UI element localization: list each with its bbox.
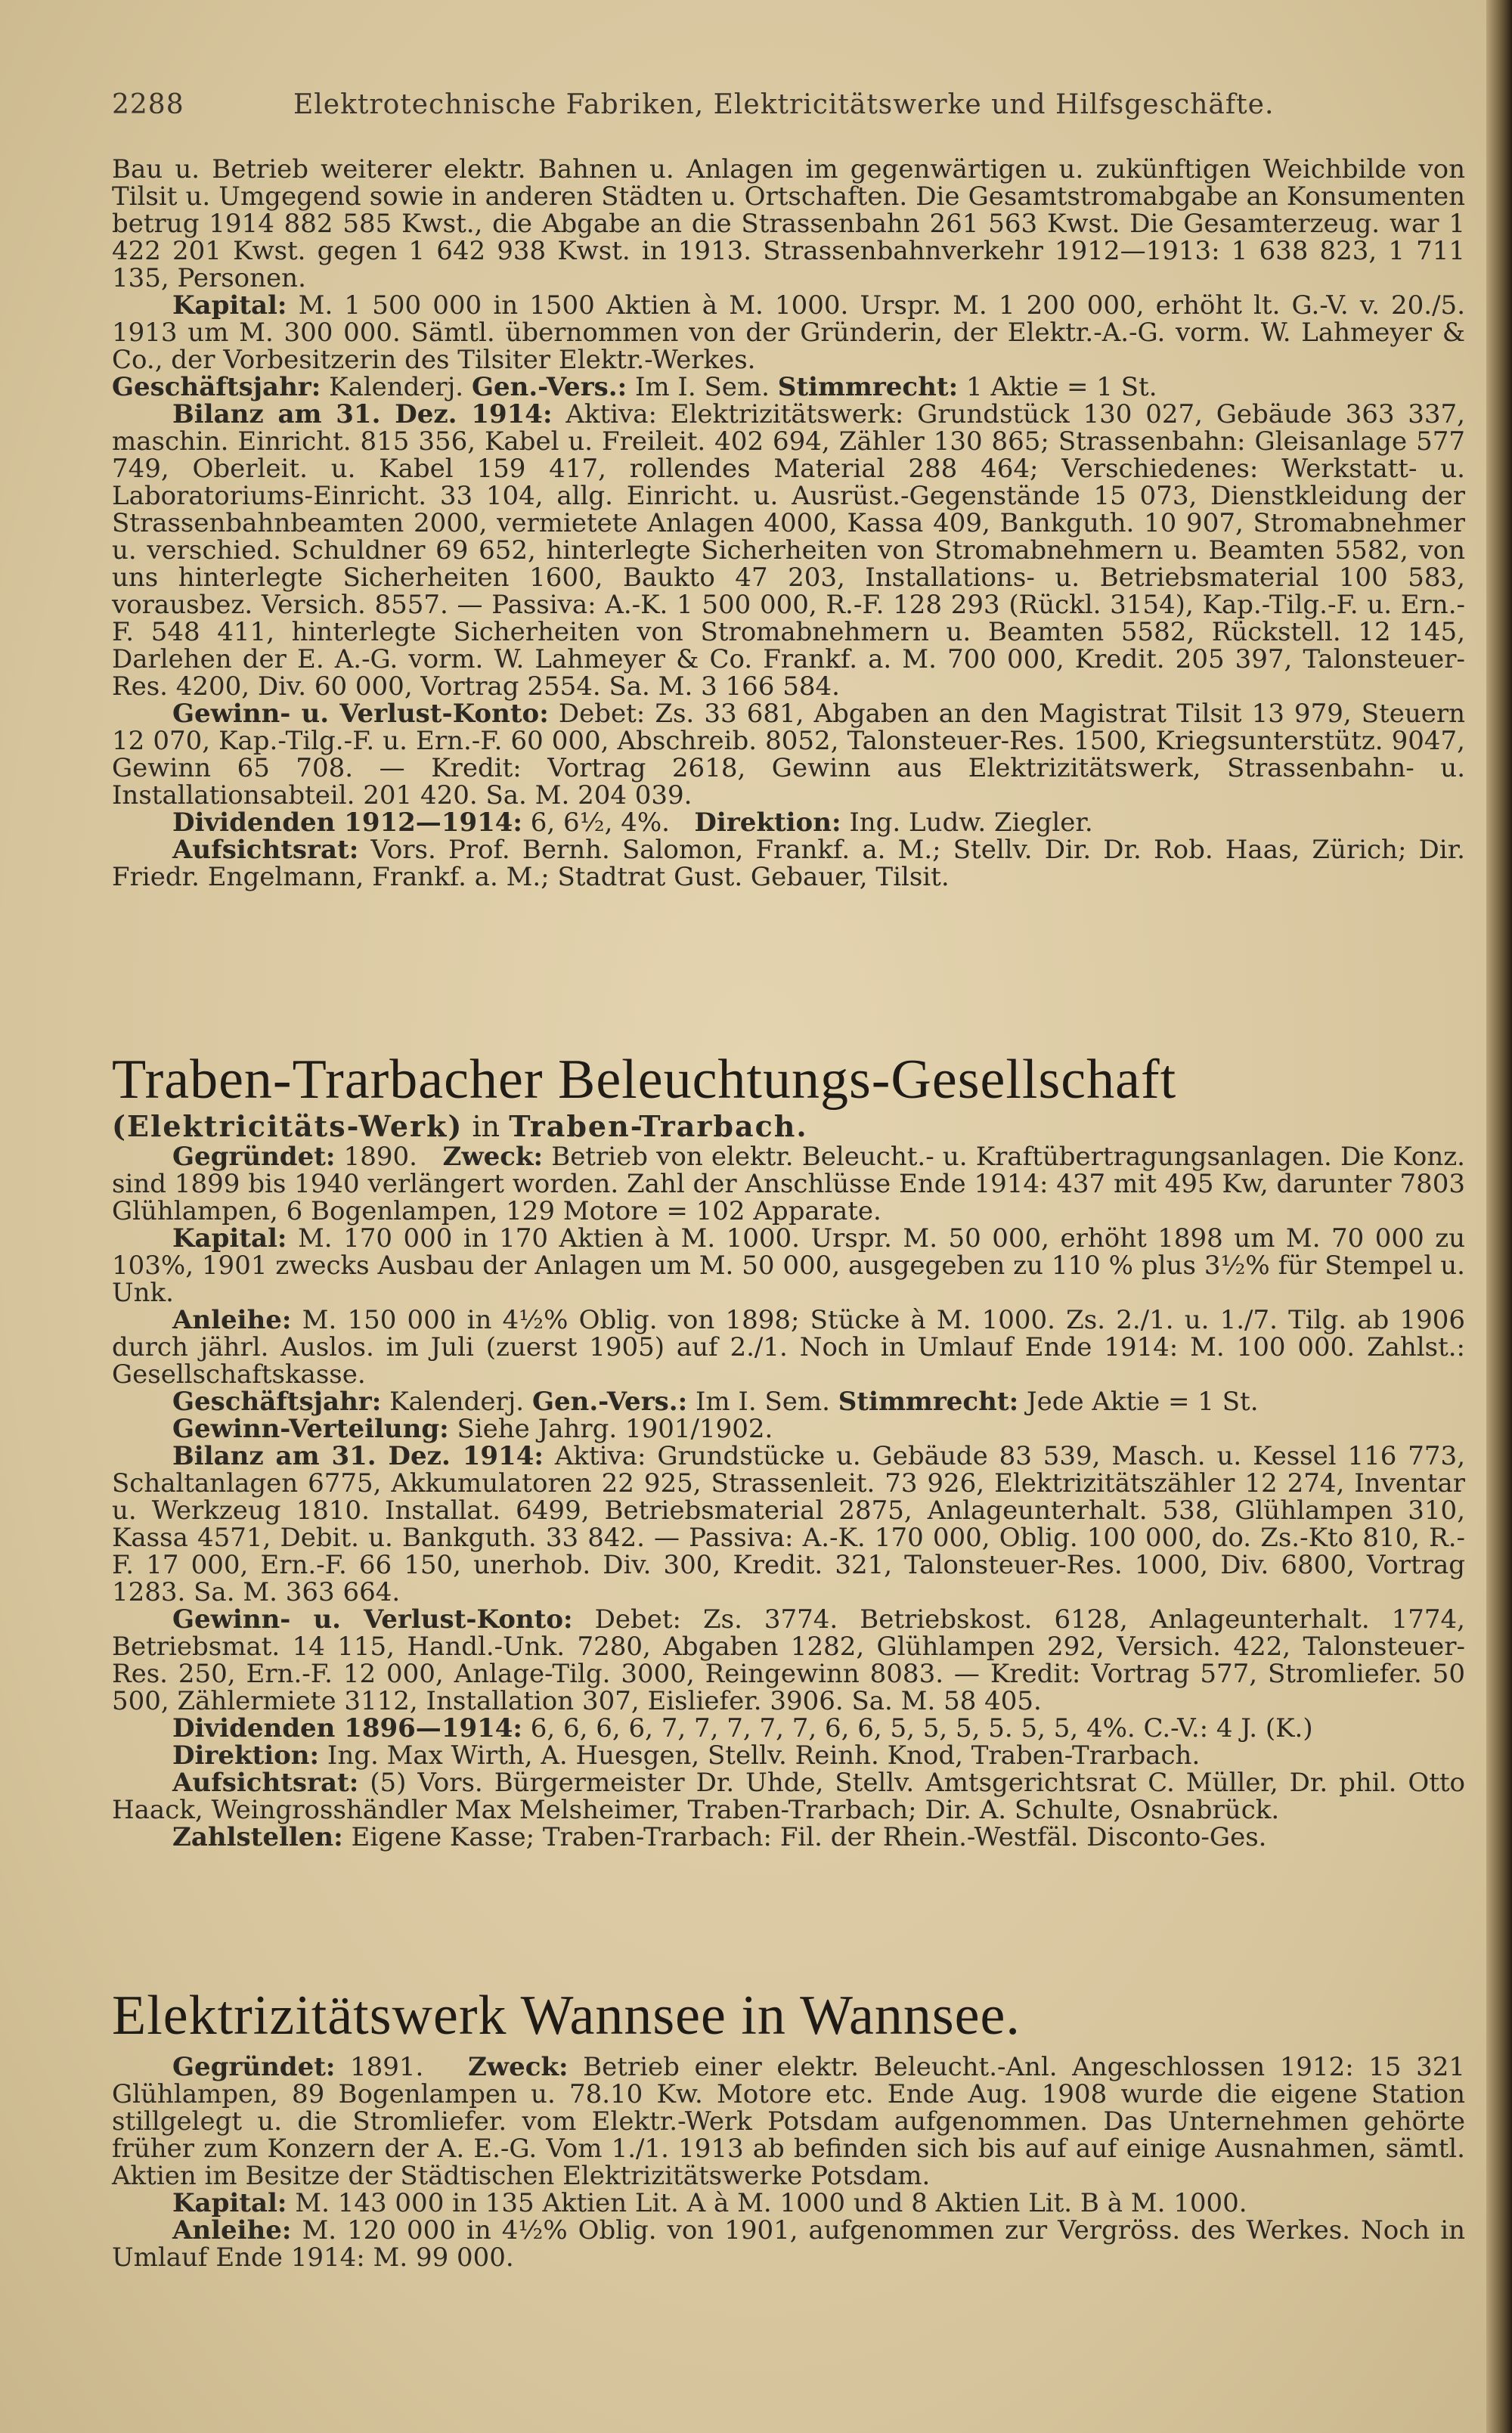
guv-paragraph: Gewinn- u. Verlust-Konto: Debet: Zs. 3774. Betriebskost. 6128, Anlageunterhalt. 1774, Betriebsmat. 14 115, Handl.-Unk. 7280, Abgaben 1282, Glühlampen 292, Versich. 422, Talonsteuer-Res. 250, Ern.-F. 12 000, Anlage-Tilg. 3000, Reingewinn 8083. — Kredit: Vortrag 577, Stromliefer. 50 500, Zählermiete 3112, Installation 307, Eisliefer. 3906. Sa. M. 58 405.: [112, 1604, 1465, 1716]
anleihe-paragraph: Anleihe: M. 120 000 in 4½% Oblig. von 1901, aufgenommen zur Vergröss. des Werkes. Noch in Umlauf Ende 1914: M. 99 000.: [112, 2215, 1465, 2273]
dividenden-line: Dividenden 1896—1914: 6, 6, 6, 6, 7, 7, 7, 7, 7, 6, 6, 5, 5, 5, 5. 5, 5, 4%. C.-V.: 4 J. (K.): [172, 1713, 1313, 1743]
section-traben-trarbach: [112, 1049, 1465, 1851]
company-subtitle: (Elektricitäts-Werk) in Traben-Trarbach.: [112, 1109, 808, 1143]
bilanz-paragraph: Bilanz am 31. Dez. 1914: Aktiva: Grundstücke u. Gebäude 83 539, Masch. u. Kessel 116 773, Schaltanlagen 6775, Akkumulatoren 22 925, Strassenleit. 73 926, Elektrizitätszähler 12 274, Inventar u. Werkzeug 1810. Installat. 6499, Betriebsmaterial 2875, Anlageunterhalt. 538, Glühlampen 310, Kassa 4571, Debit. u. Bankguth. 33 842. — Passiva: A.-K. 170 000, Oblig. 100 000, do. Zs.-Kto 810, R.-F. 17 000, Ern.-F. 66 150, unerhob. Div. 300, Kredit. 321, Talonsteuer-Res. 1000, Div. 6800, Vortrag 1283. Sa. M. 363 664.: [112, 1441, 1465, 1607]
company-title: Elektrizitätswerk Wannsee in Wannsee.: [112, 1985, 1021, 2047]
page-edge-shadow: [1486, 0, 1512, 2433]
running-header: [112, 89, 1465, 120]
aufsichtsrat-paragraph: Aufsichtsrat: (5) Vors. Bürgermeister Dr. Uhde, Stellv. Amtsgerichtsrat C. Müller, Dr. phil. Otto Haack, Weingrosshändler Max Melsheimer, Traben-Trarbach; Dir. A. Schulte, Osnabrück.: [112, 1768, 1465, 1825]
gewinn-verteilung-line: Gewinn-Verteilung: Siehe Jahrg. 1901/1902.: [172, 1414, 773, 1444]
company-title: Traben-Trarbacher Beleuchtungs-Gesellschaft: [112, 1049, 1177, 1111]
aufsichtsrat-paragraph: Aufsichtsrat: Vors. Prof. Bernh. Salomon, Frankf. a. M.; Stellv. Dir. Dr. Rob. Haas, Zürich; Dir. Friedr. Engelmann, Frankf. a. M.; Stadtrat Gust. Gebauer, Tilsit.: [112, 835, 1465, 892]
anleihe-paragraph: Anleihe: M. 150 000 in 4½% Oblig. von 1898; Stücke à M. 1000. Zs. 2./1. u. 1./7. Tilg. ab 1906 durch jährl. Auslos. im Juli (zuerst 1905) auf 2./1. Noch in Umlauf Ende 1914: M. 100 000. Zahlst.: Gesellschaftskasse.: [112, 1305, 1466, 1390]
kapital-paragraph: Kapital: M. 170 000 in 170 Aktien à M. 1000. Urspr. M. 50 000, erhöht 1898 um M. 70 000 zu 103%, 1901 zwecks Ausbau der Anlagen um M. 50 000, ausgegeben zu 110 % plus 3½% für Stempel u. Unk.: [112, 1223, 1465, 1308]
direktion-line: Direktion: Ing. Max Wirth, A. Huesgen, Stellv. Reinh. Knod, Traben-Trarbach.: [172, 1740, 1201, 1771]
gegruendet-zweck-paragraph: Gegründet: 1890. Zweck: Betrieb von elektr. Beleucht.- u. Kraftübertragungsanlagen. Die Konz. sind 1899 bis 1940 verlängert worden. Zahl der Anschlüsse Ende 1914: 437 mit 495 Kw, darunter 7803 Glühlampen, 6 Bogenlampen, 129 Motore = 102 Apparate.: [112, 1142, 1465, 1226]
guv-paragraph: Gewinn- u. Verlust-Konto: Debet: Zs. 33 681, Abgaben an den Magistrat Tilsit 13 979, Steuern 12 070, Kap.-Tilg.-F. u. Ern.-F. 60 000, Abschreib. 8052, Talonsteuer-Res. 1500, Kriegsunterstütz. 9047, Gewinn 65 708. — Kredit: Vortrag 2618, Gewinn aus Elektrizitätswerk, Strassenbahn- u. Installationsabteil. 201 420. Sa. M. 204 039.: [112, 699, 1465, 810]
section-wannsee: [112, 1985, 1465, 2271]
business-paragraph: Bau u. Betrieb weiterer elektr. Bahnen u. Anlagen im gegenwärtigen u. zukünftigen Weichbilde von Tilsit u. Umgegend sowie in anderen Städten u. Ortschaften. Die Gesamtstromabgabe an Konsumenten betrug 1914 882 585 Kwst., die Abgabe an die Strassenbahn 261 563 Kwst. Die Gesamterzeug. war 1 422 201 Kwst. gegen 1 642 938 Kwst. in 1913. Strassenbahnverkehr 1912—1913: 1 638 823, 1 711 135, Personen.: [112, 154, 1465, 293]
section-tilsit-continuation: [112, 156, 1465, 891]
page-number: 2288: [112, 89, 184, 120]
gegruendet-zweck-paragraph: Gegründet: 1891. Zweck: Betrieb einer elektr. Beleucht.-Anl. Angeschlossen 1912: 15 321 Glühlampen, 89 Bogenlampen u. 78.10 Kw. Motore etc. Ende Aug. 1908 wurde die eigene Station stillgelegt u. die Stromliefer. vom Elektr.-Werk Potsdam aufgenommen. Das Unternehmen gehörte früher zum Konzern der A. E.-G. Vom 1./1. 1913 ab befinden sich bis auf auf einige Ausnahmen, sämtl. Aktien im Besitze der Städtischen Elektrizitätswerke Potsdam.: [112, 2052, 1465, 2191]
running-title: Elektrotechnische Fabriken, Elektricitätswerke und Hilfsgeschäfte.: [293, 89, 1275, 120]
dividenden-direktion-line: Dividenden 1912—1914: 6, 6½, 4%. Direktion: Ing. Ludw. Ziegler.: [172, 807, 1093, 838]
kapital-paragraph: Kapital: M. 143 000 in 135 Aktien Lit. A à M. 1000 und 8 Aktien Lit. B à M. 1000.: [172, 2188, 1247, 2218]
meta-line: Geschäftsjahr: Kalenderj. Gen.-Vers.: Im I. Sem. Stimmrecht: Jede Aktie = 1 St.: [172, 1387, 1259, 1417]
meta-line: Geschäftsjahr: Kalenderj. Gen.-Vers.: Im I. Sem. Stimmrecht: 1 Aktie = 1 St.: [112, 372, 1157, 402]
kapital-paragraph: Kapital: M. 1 500 000 in 1500 Aktien à M. 1000. Urspr. M. 1 200 000, erhöht lt. G.-V. v. 20./5. 1913 um M. 300 000. Sämtl. übernommen von der Gründerin, der Elektr.-A.-G. vorm. W. Lahmeyer & Co., der Vorbesitzerin des Tilsiter Elektr.-Werkes.: [112, 290, 1465, 375]
bilanz-paragraph: Bilanz am 31. Dez. 1914: Aktiva: Elektrizitätswerk: Grundstück 130 027, Gebäude 363 337, maschin. Einricht. 815 356, Kabel u. Freileit. 402 694, Zähler 130 865; Strassenbahn: Gleisanlage 577 749, Oberleit. u. Kabel 159 417, rollendes Material 288 464; Verschiedenes: Werkstatt- u. Laboratoriums-Einricht. 33 104, allg. Einricht. u. Ausrüst.-Gegenstände 15 073, Dienstkleidung der Strassenbahnbeamten 2000, vermietete Anlagen 4000, Kassa 409, Bankguth. 10 907, Stromabnehmer u. verschied. Schuldner 69 652, hinterlegte Sicherheiten von Stromabnehmern u. Beamten 5582, von uns hinterlegte Sicherheiten 1600, Baukto 47 203, Installations- u. Betriebsmaterial 100 583, vorausbez. Versich. 8557. — Passiva: A.-K. 1 500 000, R.-F. 128 293 (Rückl. 3154), Kap.-Tilg.-F. u. Ern.-F. 548 411, hinterlegte Sicherheiten von Stromabnehmern u. Beamten 5582, Rückstell. 12 145, Darlehen der E. A.-G. vorm. W. Lahmeyer & Co. Frankf. a. M. 700 000, Kredit. 205 397, Talonsteuer-Res. 4200, Div. 60 000, Vortrag 2554. Sa. M. 3 166 584.: [112, 399, 1465, 702]
zahlstellen-line: Zahlstellen: Eigene Kasse; Traben-Trarbach: Fil. der Rhein.-Westfäl. Disconto-Ges.: [172, 1822, 1267, 1852]
